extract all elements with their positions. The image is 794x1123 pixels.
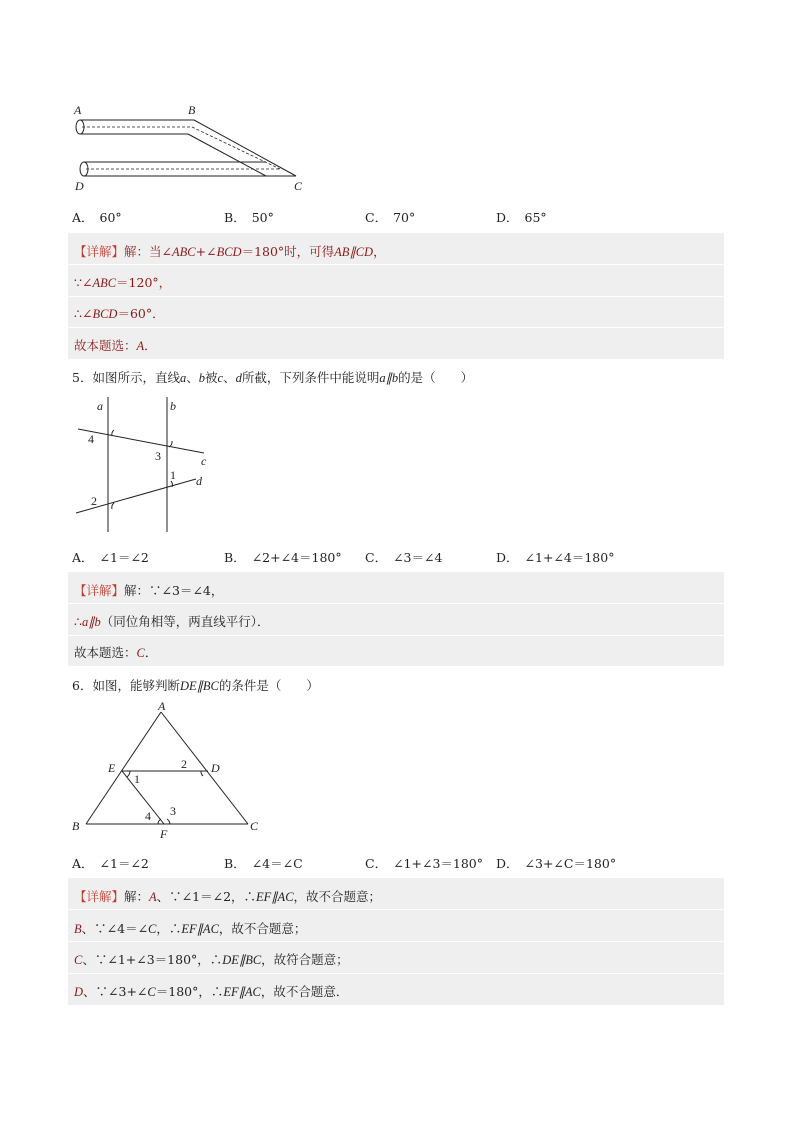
angle-label-2: 2 (181, 757, 187, 771)
q4-option-c[interactable]: C． 70° (365, 210, 416, 225)
q6-solution-box (68, 878, 724, 1005)
label-B: B (188, 103, 196, 117)
q6-solution-line-4: D、∵∠3+∠C＝180°，∴EF∥AC，故不合题意． (74, 984, 349, 999)
q4-solution-box (68, 233, 724, 359)
q5-option-d[interactable]: D． ∠1+∠4＝180° (496, 550, 615, 565)
q5-options (72, 548, 722, 568)
q6-option-d[interactable]: D． ∠3+∠C＝180° (496, 856, 617, 871)
vertex-label-A: A (158, 700, 166, 713)
q5-option-a[interactable]: A． ∠1＝∠2 (72, 550, 149, 565)
q6-option-a[interactable]: A． ∠1＝∠2 (72, 856, 149, 871)
q5-solution-line-2: ∴a∥b（同位角相等，两直线平行）． (74, 614, 270, 629)
label-D: D (75, 179, 84, 193)
q4-solution-line-2: ∵∠ABC＝120°， (74, 275, 172, 290)
angle-label-3: 3 (170, 804, 176, 818)
q4-solution-line-1: 【详解】解：当∠ABC+∠BCD＝180°时，可得AB∥CD， (74, 244, 386, 259)
vertex-label-D: D (211, 761, 220, 775)
vertex-label-E: E (108, 761, 116, 775)
line-label-a: a (97, 399, 103, 413)
line-label-c: c (201, 454, 207, 468)
line-label-d: d (196, 474, 202, 488)
angle-label-2: 2 (91, 494, 97, 508)
angle-label-3: 3 (155, 449, 161, 463)
q5-solution-box (68, 572, 724, 666)
q4-option-a[interactable]: A． 60° (72, 210, 122, 225)
q6-solution-line-1: 【详解】解：A、∵∠1＝∠2，∴EF∥AC，故不合题意； (74, 889, 382, 904)
q6-option-c[interactable]: C． ∠1+∠3＝180° (365, 856, 484, 871)
line-label-b: b (170, 399, 176, 413)
q4-option-d[interactable]: D． 65° (496, 210, 547, 225)
q5-solution-line-3: 故本题选：C． (74, 645, 158, 660)
triangle-figure (70, 700, 270, 840)
vertex-label-C: C (250, 819, 259, 833)
q6-options (72, 854, 722, 874)
vertex-label-B: B (72, 819, 80, 833)
q4-solution-line-3: ∴∠BCD＝60°． (74, 306, 165, 321)
q6-solution-line-2: B、∵∠4＝∠C，∴EF∥AC，故不合题意； (74, 921, 307, 936)
angle-label-1: 1 (134, 772, 140, 786)
q4-solution-line-4: 故本题选：A． (74, 338, 157, 353)
q5-option-c[interactable]: C． ∠3＝∠4 (365, 550, 443, 565)
q5-solution-line-1: 【详解】解：∵∠3＝∠4， (74, 583, 224, 598)
q6-stem: 6．如图，能够判断DE∥BC的条件是（ ） (72, 678, 319, 693)
angle-label-1: 1 (170, 468, 176, 482)
lines-figure (70, 395, 220, 535)
q6-solution-line-3: C、∵∠1+∠3＝180°，∴DE∥BC，故符合题意； (74, 952, 349, 967)
angle-label-4: 4 (145, 809, 151, 823)
vertex-label-F: F (160, 827, 168, 840)
label-C: C (294, 179, 303, 193)
q4-option-b[interactable]: B． 50° (224, 210, 274, 225)
q5-option-b[interactable]: B． ∠2+∠4＝180° (224, 550, 342, 565)
label-A: A (74, 103, 82, 117)
pipe-figure (70, 100, 310, 195)
q4-options (72, 208, 722, 228)
angle-label-4: 4 (88, 432, 94, 446)
q6-option-b[interactable]: B． ∠4＝∠C (224, 856, 303, 871)
q5-stem: 5．如图所示，直线a、b被c、d所截，下列条件中能说明a∥b的是（ ） (72, 370, 474, 385)
